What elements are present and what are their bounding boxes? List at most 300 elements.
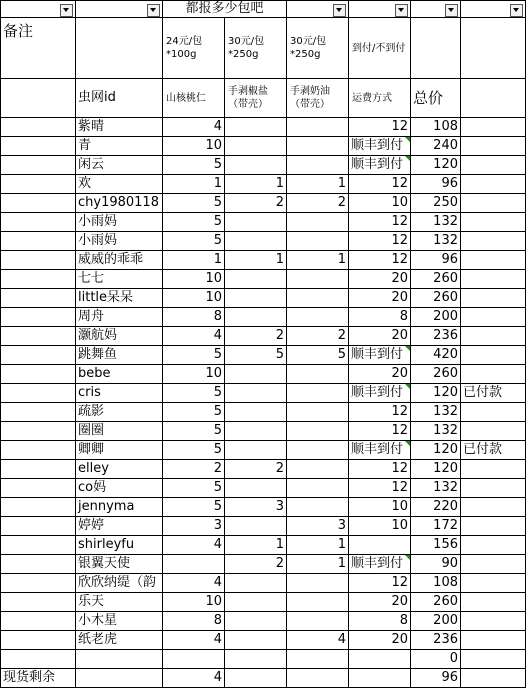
cell-c1[interactable] [163,555,225,574]
cell-c2[interactable] [225,612,287,631]
empty-cell[interactable] [287,669,349,688]
cell-total[interactable]: 260 [411,593,461,612]
comment-indicator-icon [405,384,410,389]
cell-c2[interactable]: 3 [225,498,287,517]
cell-c1[interactable]: 10 [163,289,225,308]
comment-indicator-icon [405,441,410,446]
cell-shipping[interactable]: 20 [349,365,411,384]
cell-c3[interactable] [287,118,349,137]
row-blank-cell[interactable] [1,650,76,669]
cell-shipping[interactable] [349,536,411,555]
cell-c3[interactable] [287,213,349,232]
cell-shipping[interactable]: 12 [349,403,411,422]
cell-shipping[interactable]: 10 [349,498,411,517]
filter-cell-g[interactable] [411,1,461,18]
table-row [1,555,526,574]
cell-note[interactable] [461,517,526,536]
empty-cell[interactable] [1,79,76,118]
cell-c1[interactable]: 4 [163,574,225,593]
cell-c3[interactable] [287,441,349,460]
cell-c3[interactable] [287,156,349,175]
row-blank-cell[interactable] [1,270,76,289]
table-row [1,118,526,137]
cell-c1[interactable]: 4 [163,631,225,650]
cell-c3[interactable] [287,574,349,593]
cell-total[interactable]: 132 [411,479,461,498]
table-row [1,327,526,346]
cell-total[interactable]: 120 [411,441,461,460]
cell-c1[interactable]: 5 [163,346,225,365]
cell-total[interactable]: 236 [411,327,461,346]
remaining-label[interactable]: 现货剩余 [1,669,76,688]
filter-cell-h[interactable] [461,1,526,18]
cell-shipping[interactable]: 顺丰到付 [349,384,411,403]
cell-total[interactable]: 132 [411,213,461,232]
row-blank-cell[interactable] [1,384,76,403]
cell-shipping[interactable]: 20 [349,327,411,346]
cell-id[interactable]: bebe [76,365,163,384]
row-blank-cell[interactable] [1,441,76,460]
row-blank-cell[interactable] [1,517,76,536]
cell-c2[interactable] [225,137,287,156]
cell-id[interactable]: 纸老虎 [76,631,163,650]
cell-note[interactable] [461,460,526,479]
cell-c3[interactable] [287,270,349,289]
cell-total[interactable]: 120 [411,384,461,403]
row-blank-cell[interactable] [1,213,76,232]
cell-c3[interactable] [287,422,349,441]
cell-shipping[interactable]: 12 [349,479,411,498]
sheet-title [163,1,287,18]
cell-c2[interactable] [225,365,287,384]
cell-c3[interactable]: 1 [287,536,349,555]
row-blank-cell[interactable] [1,479,76,498]
cell-c1[interactable]: 1 [163,251,225,270]
price-cell-1[interactable]: 24元/包 *100g [163,18,225,79]
cell-c1[interactable]: 10 [163,270,225,289]
cell-total[interactable]: 200 [411,308,461,327]
dropdown-arrow-icon[interactable] [147,4,160,17]
cell-note[interactable] [461,612,526,631]
row-blank-cell[interactable] [1,251,76,270]
cell-id[interactable]: 小木星 [76,612,163,631]
cell-id[interactable]: 周舟 [76,308,163,327]
cell-note[interactable] [461,593,526,612]
cell-note[interactable] [461,270,526,289]
table-row [1,156,526,175]
remaining-c1[interactable]: 4 [163,669,225,688]
dropdown-arrow-icon[interactable] [510,4,523,17]
cell-c3[interactable] [287,384,349,403]
cell-id[interactable]: 紫晴 [76,118,163,137]
cell-id[interactable]: 欣欣纳缇（韵 [76,574,163,593]
cell-id[interactable]: little呆呆 [76,289,163,308]
table-row [1,232,526,251]
cell-c2[interactable]: 2 [225,194,287,213]
cell-shipping[interactable]: 12 [349,574,411,593]
table-row [1,650,526,669]
cell-note[interactable] [461,631,526,650]
cell-c3[interactable] [287,479,349,498]
cell-id[interactable]: co妈 [76,479,163,498]
cell-shipping[interactable]: 顺丰到付 [349,346,411,365]
cell-c1[interactable]: 8 [163,308,225,327]
table-row [1,384,526,403]
cell-c3[interactable] [287,403,349,422]
table-row [1,479,526,498]
cell-id[interactable]: 婷婷 [76,517,163,536]
cell-c2[interactable] [225,232,287,251]
cell-total[interactable]: 0 [411,650,461,669]
cell-c2[interactable]: 1 [225,251,287,270]
cell-note[interactable] [461,650,526,669]
empty-cell[interactable] [225,669,287,688]
cell-c3[interactable] [287,289,349,308]
table-row [1,422,526,441]
cell-id[interactable]: 闲云 [76,156,163,175]
cell-note[interactable] [461,156,526,175]
row-blank-cell[interactable] [1,232,76,251]
cell-c1[interactable]: 8 [163,612,225,631]
cell-c2[interactable] [225,308,287,327]
empty-cell[interactable] [461,669,526,688]
row-blank-cell[interactable] [1,574,76,593]
cell-note[interactable] [461,574,526,593]
table-row [1,460,526,479]
cell-shipping[interactable]: 12 [349,232,411,251]
cell-c2[interactable] [225,517,287,536]
cell-id[interactable]: 七七 [76,270,163,289]
cell-c1[interactable]: 5 [163,479,225,498]
cell-id[interactable]: shirleyfu [76,536,163,555]
cell-shipping[interactable]: 20 [349,270,411,289]
cell-note[interactable] [461,137,526,156]
cell-note[interactable] [461,555,526,574]
cell-shipping[interactable]: 顺丰到付 [349,137,411,156]
cell-c3[interactable] [287,232,349,251]
header-total[interactable]: 总价 [411,79,461,118]
cell-c2[interactable] [225,270,287,289]
cell-total[interactable]: 120 [411,156,461,175]
cell-note[interactable] [461,536,526,555]
delivery-cell[interactable]: 到付/不到付 [349,18,411,79]
cell-note[interactable] [461,194,526,213]
empty-cell[interactable] [461,18,526,79]
cell-note[interactable]: 已付款 [461,384,526,403]
cell-c2[interactable] [225,650,287,669]
cell-c1[interactable]: 5 [163,194,225,213]
info-row [1,18,526,79]
dropdown-arrow-icon[interactable] [395,4,408,17]
cell-total[interactable]: 132 [411,403,461,422]
cell-c3[interactable]: 3 [287,517,349,536]
cell-total[interactable]: 120 [411,460,461,479]
filter-cell-e[interactable] [287,1,349,18]
cell-c2[interactable]: 2 [225,460,287,479]
table-row [1,308,526,327]
cell-c2[interactable] [225,479,287,498]
cell-id[interactable]: 小雨妈 [76,232,163,251]
cell-c3[interactable]: 4 [287,631,349,650]
cell-shipping[interactable] [349,650,411,669]
cell-c2[interactable] [225,441,287,460]
cell-c3[interactable] [287,308,349,327]
cell-note[interactable] [461,175,526,194]
cell-c1[interactable]: 10 [163,137,225,156]
comment-indicator-icon [405,137,410,142]
cell-id[interactable]: 卿卿 [76,441,163,460]
table-row [1,194,526,213]
row-blank-cell[interactable] [1,555,76,574]
cell-shipping[interactable]: 顺丰到付 [349,441,411,460]
cell-c3[interactable] [287,365,349,384]
cell-total[interactable]: 108 [411,118,461,137]
cell-c1[interactable]: 5 [163,213,225,232]
cell-c3[interactable] [287,612,349,631]
cell-c2[interactable] [225,631,287,650]
cell-c3[interactable] [287,460,349,479]
cell-c2[interactable]: 1 [225,536,287,555]
empty-cell[interactable] [76,669,163,688]
row-blank-cell[interactable] [1,460,76,479]
cell-total[interactable]: 96 [411,251,461,270]
cell-c1[interactable]: 1 [163,175,225,194]
table-row [1,498,526,517]
cell-shipping[interactable]: 12 [349,175,411,194]
table-row [1,441,526,460]
header-shipping[interactable]: 运费方式 [349,79,411,118]
cell-c1[interactable]: 2 [163,460,225,479]
cell-c2[interactable]: 5 [225,346,287,365]
cell-total[interactable]: 108 [411,574,461,593]
cell-c2[interactable] [225,384,287,403]
cell-total[interactable]: 420 [411,346,461,365]
filter-cell-f[interactable] [349,1,411,18]
cell-note[interactable] [461,479,526,498]
row-blank-cell[interactable] [1,194,76,213]
cell-id[interactable]: 乐天 [76,593,163,612]
table-row [1,346,526,365]
row-blank-cell[interactable] [1,175,76,194]
remaining-total[interactable]: 96 [411,669,461,688]
cell-total[interactable]: 172 [411,517,461,536]
cell-note[interactable] [461,403,526,422]
cell-total[interactable]: 260 [411,270,461,289]
cell-c2[interactable] [225,289,287,308]
cell-note[interactable] [461,327,526,346]
row-blank-cell[interactable] [1,631,76,650]
dropdown-arrow-icon[interactable] [333,4,346,17]
cell-note[interactable] [461,308,526,327]
table-row [1,213,526,232]
cell-c2[interactable] [225,118,287,137]
cell-note[interactable]: 已付款 [461,441,526,460]
cell-id[interactable]: 青 [76,137,163,156]
cell-shipping[interactable]: 12 [349,460,411,479]
cell-shipping[interactable]: 8 [349,308,411,327]
cell-id[interactable]: jennyma [76,498,163,517]
filter-cell-b[interactable] [76,1,163,18]
cell-shipping[interactable]: 12 [349,251,411,270]
table-row [1,593,526,612]
row-blank-cell[interactable] [1,118,76,137]
cell-total[interactable]: 156 [411,536,461,555]
dropdown-arrow-icon[interactable] [445,4,458,17]
cell-total[interactable]: 250 [411,194,461,213]
cell-c1[interactable] [163,650,225,669]
cell-total[interactable]: 260 [411,289,461,308]
cell-shipping[interactable]: 20 [349,289,411,308]
cell-c1[interactable]: 5 [163,498,225,517]
empty-cell[interactable] [76,18,163,79]
cell-total[interactable]: 200 [411,612,461,631]
filter-row [1,1,526,18]
cell-note[interactable] [461,213,526,232]
cell-id[interactable]: cris [76,384,163,403]
cell-note[interactable] [461,289,526,308]
cell-c1[interactable]: 10 [163,365,225,384]
row-blank-cell[interactable] [1,308,76,327]
cell-c3[interactable]: 1 [287,251,349,270]
table-row [1,270,526,289]
cell-id[interactable]: chy1980118 [76,194,163,213]
row-blank-cell[interactable] [1,536,76,555]
cell-id[interactable]: elley [76,460,163,479]
note-label: 备注 [1,18,76,79]
cell-shipping[interactable]: 12 [349,118,411,137]
cell-c3[interactable]: 5 [287,346,349,365]
row-blank-cell[interactable] [1,593,76,612]
empty-cell[interactable] [349,669,411,688]
row-blank-cell[interactable] [1,612,76,631]
cell-c3[interactable]: 2 [287,194,349,213]
cell-c2[interactable] [225,156,287,175]
table-row [1,251,526,270]
cell-id[interactable]: 圈圈 [76,422,163,441]
cell-id[interactable]: 疏影 [76,403,163,422]
cell-c3[interactable]: 1 [287,175,349,194]
cell-c3[interactable]: 2 [287,327,349,346]
cell-shipping[interactable]: 20 [349,593,411,612]
cell-c1[interactable]: 10 [163,593,225,612]
cell-note[interactable] [461,422,526,441]
row-blank-cell[interactable] [1,156,76,175]
cell-c1[interactable]: 5 [163,232,225,251]
cell-c2[interactable]: 2 [225,555,287,574]
cell-id[interactable]: 欢 [76,175,163,194]
comment-indicator-icon [405,346,410,351]
cell-total[interactable]: 220 [411,498,461,517]
cell-c2[interactable] [225,574,287,593]
cell-total[interactable]: 90 [411,555,461,574]
cell-c2[interactable]: 1 [225,175,287,194]
row-blank-cell[interactable] [1,346,76,365]
row-blank-cell[interactable] [1,137,76,156]
table-row [1,631,526,650]
row-blank-cell[interactable] [1,365,76,384]
cell-c3[interactable] [287,137,349,156]
cell-c1[interactable]: 4 [163,327,225,346]
filter-cell-a[interactable] [1,1,76,18]
cell-c1[interactable]: 4 [163,536,225,555]
cell-total[interactable]: 260 [411,365,461,384]
header-note[interactable] [461,79,526,118]
row-blank-cell[interactable] [1,327,76,346]
cell-id[interactable]: 威威的乖乖 [76,251,163,270]
sheet-title-text: 都报多少包吧 [185,1,264,16]
cell-id[interactable]: 银翼天使 [76,555,163,574]
cell-c3[interactable]: 1 [287,555,349,574]
cell-shipping[interactable]: 12 [349,422,411,441]
empty-cell[interactable] [411,18,461,79]
cell-shipping[interactable]: 顺丰到付 [349,555,411,574]
cell-note[interactable] [461,365,526,384]
header-c1[interactable]: 山核桃仁 [163,79,225,118]
cell-total[interactable]: 240 [411,137,461,156]
cell-c2[interactable] [225,422,287,441]
header-id[interactable]: 虫网id [76,79,163,118]
cell-total[interactable]: 96 [411,175,461,194]
cell-c1[interactable]: 5 [163,403,225,422]
cell-shipping[interactable]: 顺丰到付 [349,156,411,175]
cell-c2[interactable] [225,593,287,612]
cell-total[interactable]: 132 [411,232,461,251]
cell-note[interactable] [461,251,526,270]
cell-note[interactable] [461,232,526,251]
price-cell-3[interactable]: 30元/包 *250g [287,18,349,79]
cell-c2[interactable] [225,403,287,422]
header-c3[interactable]: 手剥奶油（带壳） [287,79,349,118]
cell-id[interactable]: 灏航妈 [76,327,163,346]
cell-c1[interactable]: 4 [163,118,225,137]
cell-shipping[interactable]: 10 [349,194,411,213]
dropdown-arrow-icon[interactable] [60,4,73,17]
row-blank-cell[interactable] [1,289,76,308]
header-c2[interactable]: 手剥椒盐（带壳） [225,79,287,118]
price-cell-2[interactable]: 30元/包 *250g [225,18,287,79]
cell-c1[interactable]: 5 [163,441,225,460]
cell-note[interactable] [461,346,526,365]
cell-c1[interactable]: 5 [163,384,225,403]
cell-id[interactable]: 小雨妈 [76,213,163,232]
cell-c1[interactable]: 5 [163,156,225,175]
table-row [1,365,526,384]
comment-indicator-icon [405,555,410,560]
cell-shipping[interactable]: 8 [349,612,411,631]
cell-c2[interactable] [225,213,287,232]
cell-c3[interactable] [287,650,349,669]
table-row [1,517,526,536]
row-blank-cell[interactable] [1,498,76,517]
cell-note[interactable] [461,118,526,137]
table-row [1,612,526,631]
row-blank-cell[interactable] [1,422,76,441]
cell-c1[interactable]: 3 [163,517,225,536]
cell-id[interactable]: 跳舞鱼 [76,346,163,365]
cell-id[interactable] [76,650,163,669]
cell-c3[interactable] [287,593,349,612]
cell-c3[interactable] [287,498,349,517]
cell-shipping[interactable]: 20 [349,631,411,650]
cell-note[interactable] [461,498,526,517]
cell-c2[interactable]: 2 [225,327,287,346]
row-blank-cell[interactable] [1,403,76,422]
cell-shipping[interactable]: 10 [349,517,411,536]
cell-c1[interactable]: 5 [163,422,225,441]
cell-total[interactable]: 236 [411,631,461,650]
cell-total[interactable]: 132 [411,422,461,441]
cell-shipping[interactable]: 12 [349,213,411,232]
